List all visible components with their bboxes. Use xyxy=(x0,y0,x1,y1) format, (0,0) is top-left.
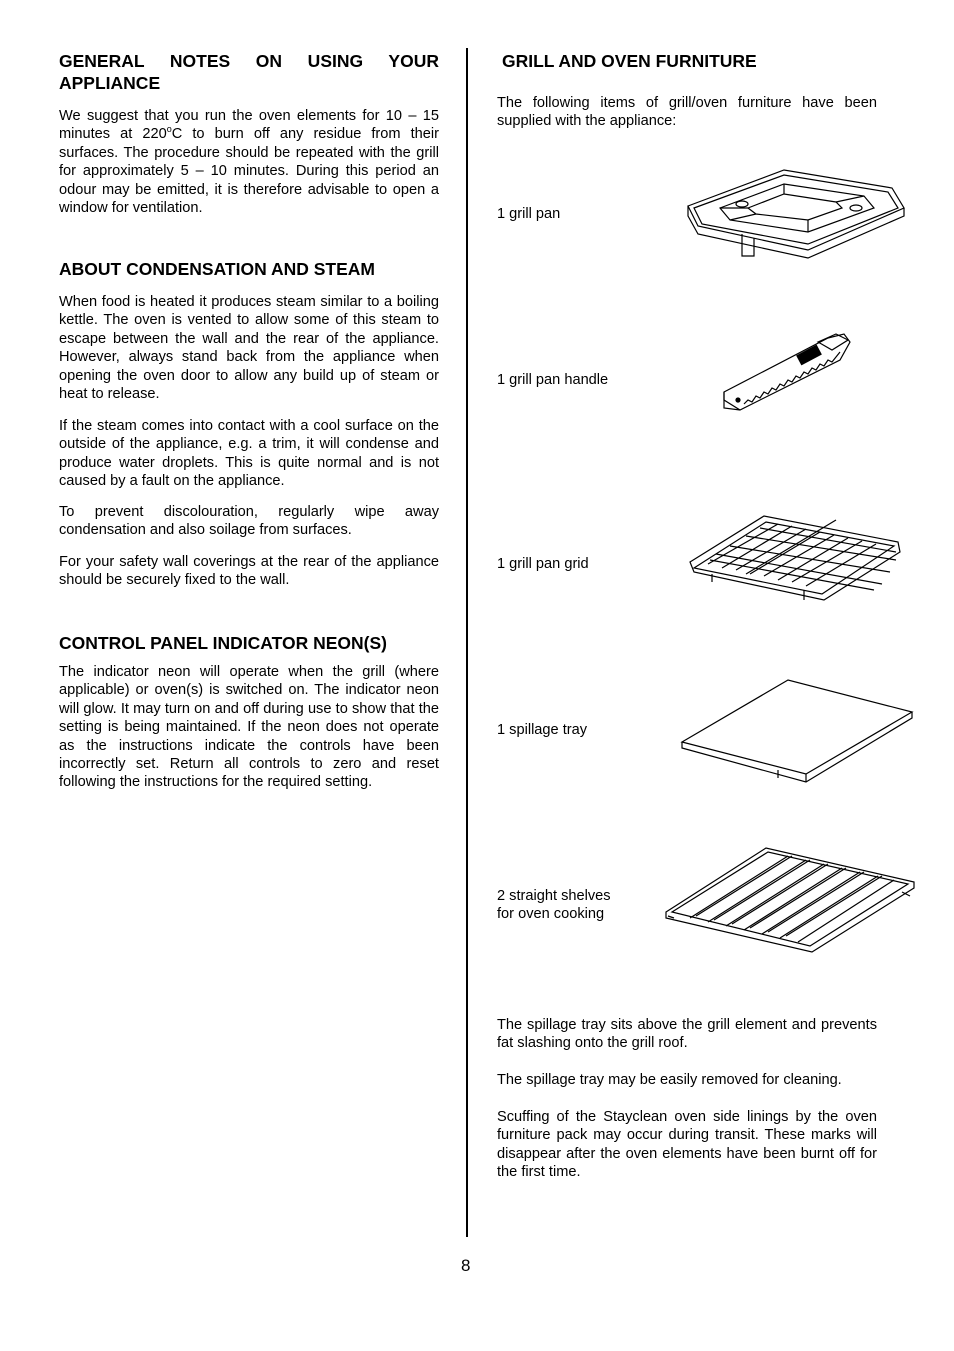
note-spillage-position: The spillage tray sits above the grill element and prevents fat slashing onto the grill roof. xyxy=(497,1017,877,1052)
furniture-intro: The following items of grill/oven furniture have been supplied with the appliance: xyxy=(497,95,877,130)
item-label-grill-pan: 1 grill pan xyxy=(497,206,561,222)
general-notes-heading-line2: APPLIANCE xyxy=(59,73,161,93)
note-scuffing: Scuffing of the Stayclean oven side linings by the oven furniture pack may occur during transit. These marks will disappear after the oven elements have been burnt off for the first time. xyxy=(497,1109,877,1181)
item-label-oven-shelves-line1: 2 straight shelves xyxy=(497,888,611,904)
spillage-tray-icon xyxy=(678,678,916,786)
grill-pan-handle-icon xyxy=(718,330,858,412)
item-label-spillage-tray: 1 spillage tray xyxy=(497,722,588,738)
condensation-paragraph-3: To prevent discolouration, regularly wipe away condensation and also soilage from surfaces. xyxy=(59,504,439,539)
oven-shelf-icon xyxy=(662,844,918,956)
neon-heading: CONTROL PANEL INDICATOR NEON(S) xyxy=(59,633,387,653)
item-label-grill-pan-handle: 1 grill pan handle xyxy=(497,372,609,388)
note-spillage-removal: The spillage tray may be easily removed for cleaning. xyxy=(497,1072,842,1088)
general-notes-heading-line1: GENERAL NOTES ON USING YOUR xyxy=(59,51,439,71)
item-label-grill-pan-grid: 1 grill pan grid xyxy=(497,556,589,572)
column-divider xyxy=(466,48,468,1237)
general-notes-heading xyxy=(59,50,439,94)
item-label-oven-shelves-line2: for oven cooking xyxy=(497,906,605,922)
condensation-paragraph-2: If the steam comes into contact with a cool surface on the outside of the appliance, e.g. a trim, it will condense and produce water droplets. This is quite normal and is not caused by a fault on the appliance. xyxy=(59,418,439,490)
grill-pan-icon xyxy=(684,168,908,260)
condensation-paragraph-1: When food is heated it produces steam similar to a boiling kettle. The oven is vented to allow some of this steam to escape between the wall and the rear of the appliance. However, always stand back from the appliance when opening the oven door to allow any build up of steam or heat to release. xyxy=(59,294,439,403)
page-number: 8 xyxy=(461,1256,471,1275)
grill-pan-grid-icon xyxy=(686,512,906,604)
furniture-heading: GRILL AND OVEN FURNITURE xyxy=(502,51,757,71)
general-notes-paragraph: We suggest that you run the oven elements for 10 – 15 minutes at 220$^o$C to burn off any residue from their surfaces. The procedure should be repeated with the grill for approximately 5 – 10 minutes. During this period an odour may be emitted, it is therefore advisable to open a window for ventilation. xyxy=(59,108,439,217)
neon-paragraph: The indicator neon will operate when the grill (where applicable) or oven(s) is switched on. The indicator neon will glow. It may turn on and off during use to show that the setting is being maintained. If the neon does not operate as the instructions indicate the controls have been incorrectly set. Return all controls to zero and reset following the instructions for the required setting. xyxy=(59,664,439,791)
condensation-heading: ABOUT CONDENSATION AND STEAM xyxy=(59,259,375,279)
condensation-paragraph-4: For your safety wall coverings at the rear of the appliance should be securely fixed to the wall. xyxy=(59,554,439,589)
